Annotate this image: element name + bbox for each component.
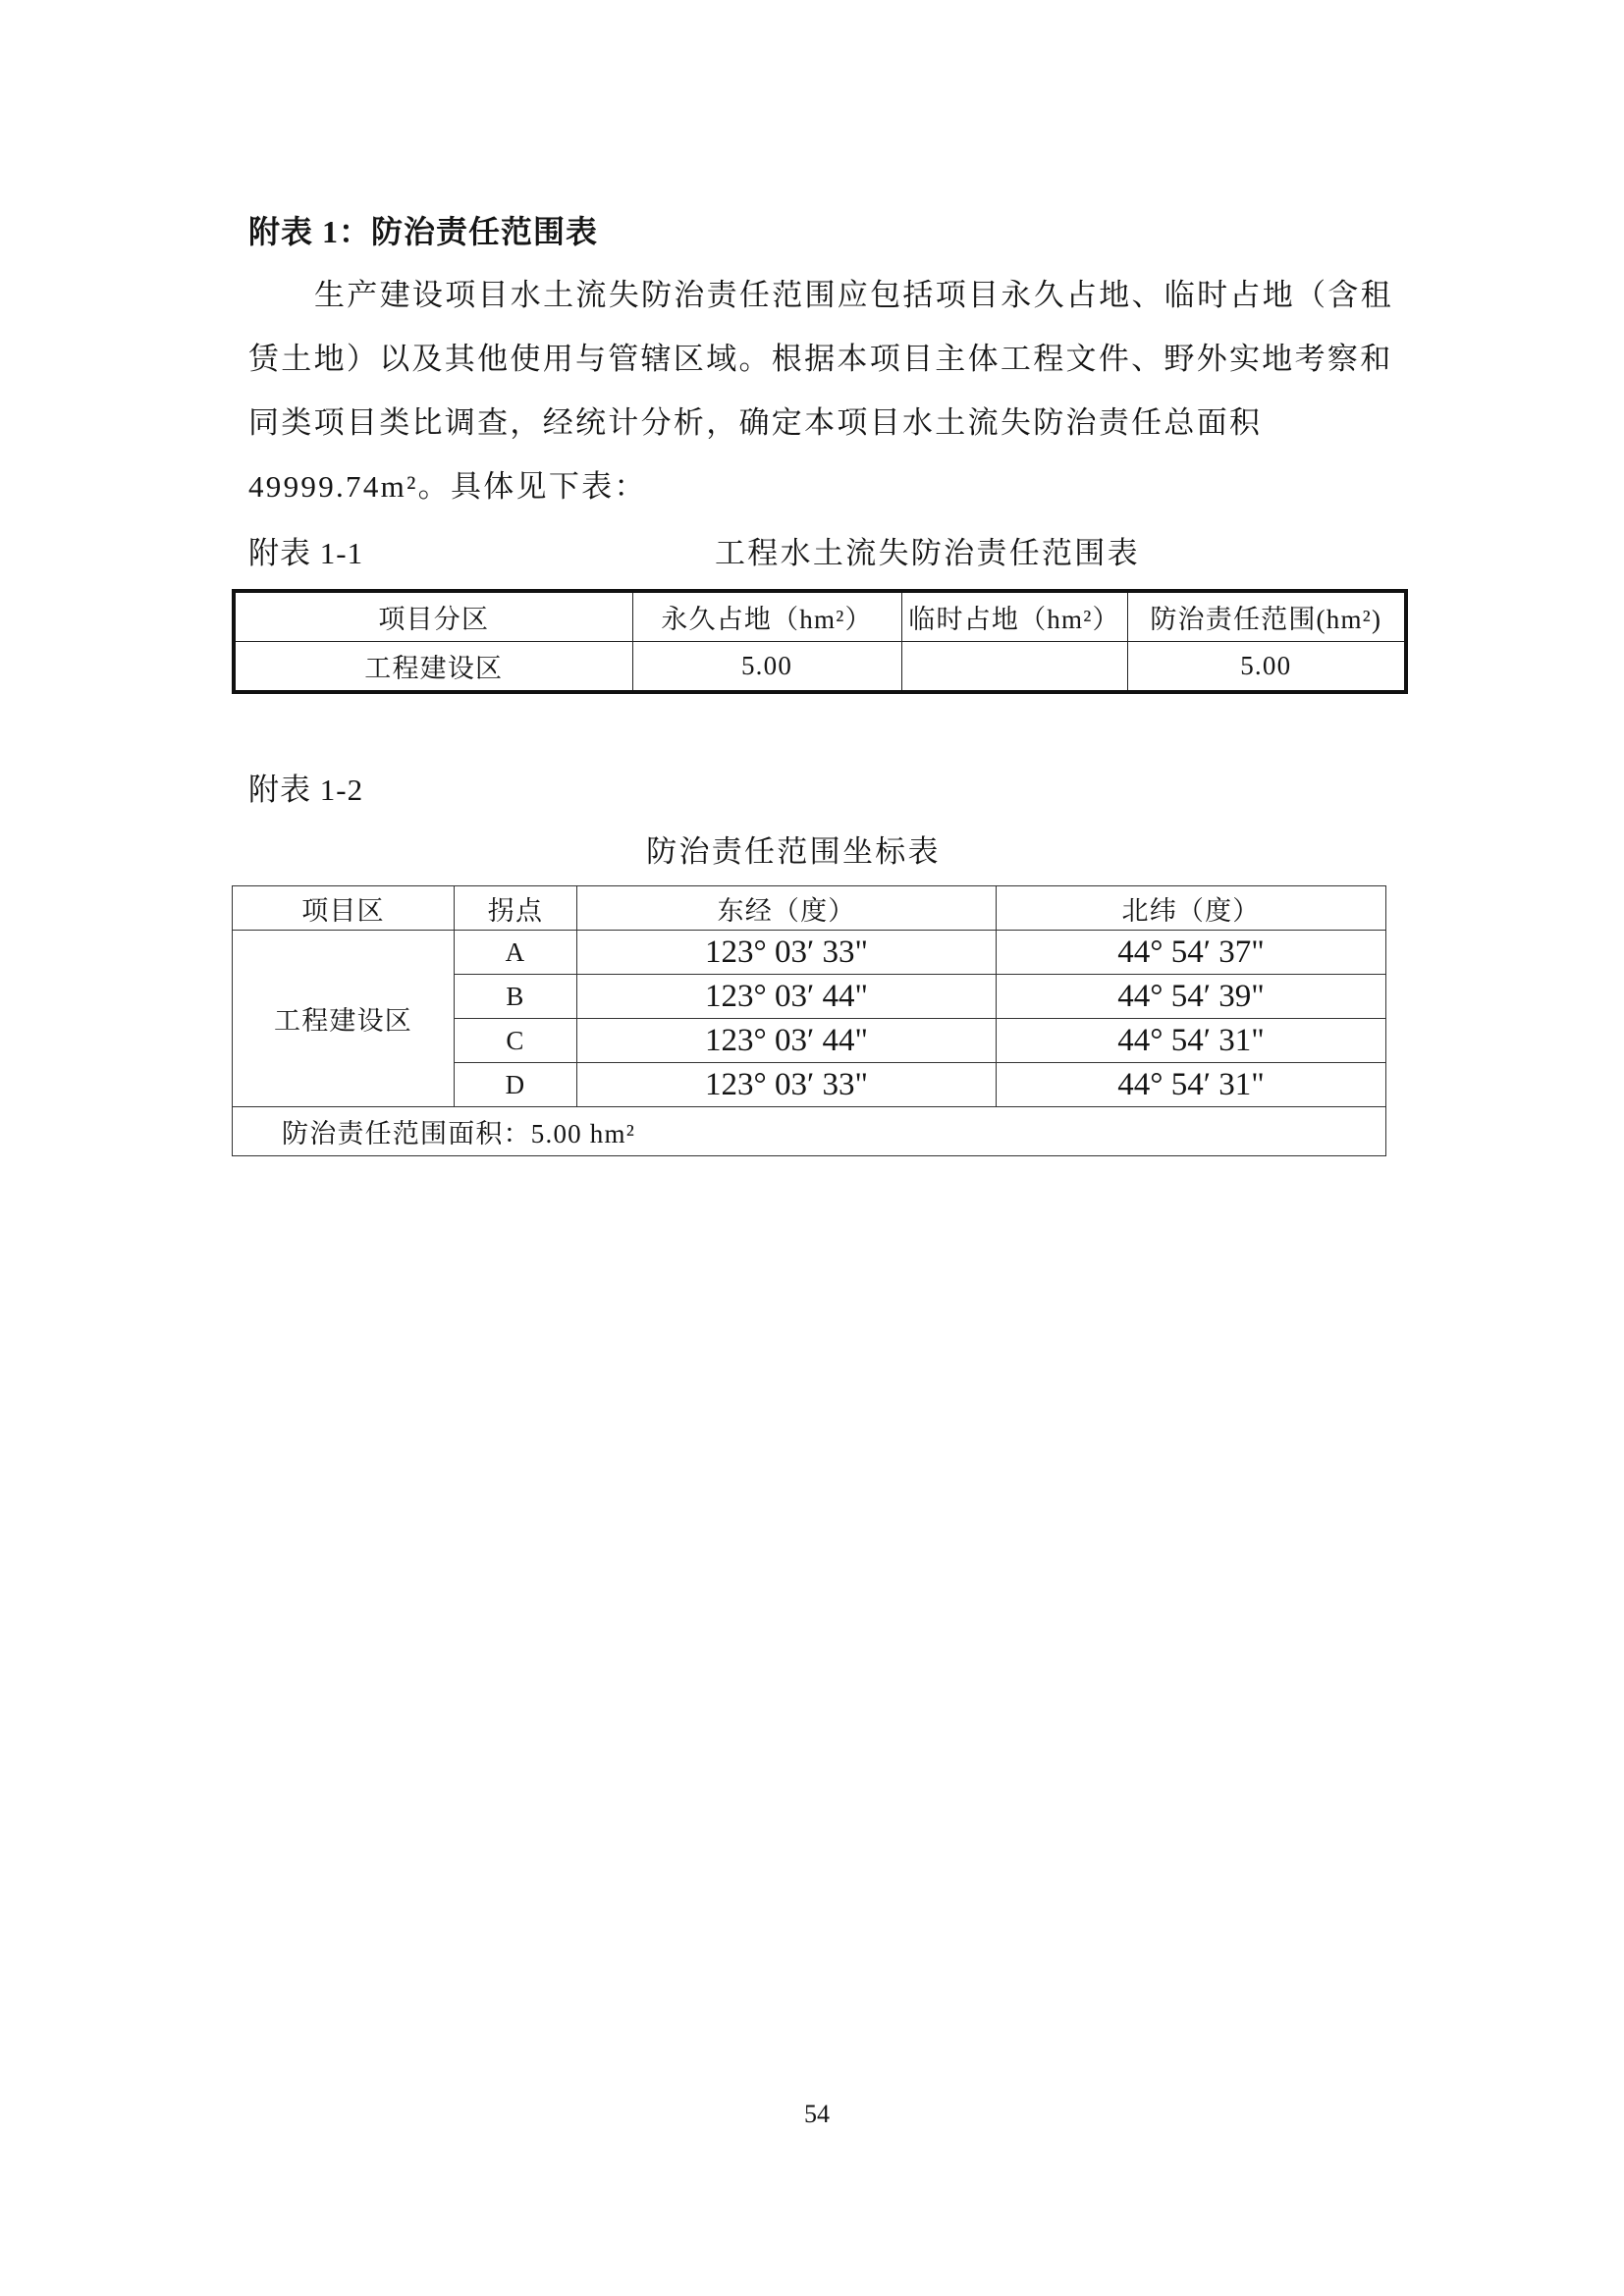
table2-label: 附表 1-2 — [248, 773, 364, 807]
point-cell: C — [455, 1019, 577, 1063]
point-cell: D — [455, 1063, 577, 1107]
point-cell: B — [455, 975, 577, 1019]
table-row — [234, 642, 1406, 693]
longitude-cell: 123° 03′ 33" — [577, 931, 997, 975]
paragraph-line-2: 赁土地）以及其他使用与管辖区域。根据本项目主体工程文件、野外实地考察和 — [248, 342, 1393, 376]
header-cell: 项目区 — [233, 886, 455, 931]
header-cell: 项目分区 — [234, 591, 632, 642]
header-cell: 永久占地（hm²） — [632, 591, 901, 642]
latitude-cell: 44° 54′ 31" — [997, 1019, 1386, 1063]
total-area-cell: 5.00 — [1127, 642, 1406, 693]
header-cell: 北纬（度） — [997, 886, 1386, 931]
longitude-cell: 123° 03′ 44" — [577, 1019, 997, 1063]
table-header-row — [233, 886, 1386, 931]
longitude-cell: 123° 03′ 44" — [577, 975, 997, 1019]
header-cell: 防治责任范围(hm²) — [1127, 591, 1406, 642]
paragraph-line-1: 生产建设项目水土流失防治责任范围应包括项目永久占地、临时占地（含租 — [314, 278, 1393, 312]
page-number: 54 — [804, 2100, 830, 2128]
responsibility-area-table — [232, 589, 1408, 694]
point-cell: A — [455, 931, 577, 975]
coordinate-table — [232, 885, 1386, 1156]
header-cell: 拐点 — [455, 886, 577, 931]
table-row — [233, 931, 1386, 975]
paragraph-line-3: 同类项目类比调查，经统计分析，确定本项目水土流失防治责任总面积 — [248, 405, 1263, 440]
latitude-cell: 44° 54′ 37" — [997, 931, 1386, 975]
latitude-cell: 44° 54′ 31" — [997, 1063, 1386, 1107]
zone-cell: 工程建设区 — [234, 642, 632, 693]
longitude-cell: 123° 03′ 33" — [577, 1063, 997, 1107]
table2-title: 防治责任范围坐标表 — [646, 834, 941, 869]
latitude-cell: 44° 54′ 39" — [997, 975, 1386, 1019]
header-cell: 临时占地（hm²） — [901, 591, 1127, 642]
appendix-heading: 附表 1：防治责任范围表 — [248, 214, 599, 249]
header-cell: 东经（度） — [577, 886, 997, 931]
table1-label: 附表 1-1 — [248, 536, 364, 570]
area-summary-cell: 防治责任范围面积：5.00 hm² — [233, 1107, 1386, 1156]
table1-title: 工程水土流失防治责任范围表 — [715, 536, 1140, 570]
zone-cell: 工程建设区 — [233, 931, 455, 1107]
permanent-area-cell: 5.00 — [632, 642, 901, 693]
temporary-area-cell — [901, 642, 1127, 693]
table-header-row — [234, 591, 1406, 642]
table-footer-row — [233, 1107, 1386, 1156]
paragraph-line-4: 49999.74m²。具体见下表： — [248, 469, 647, 504]
